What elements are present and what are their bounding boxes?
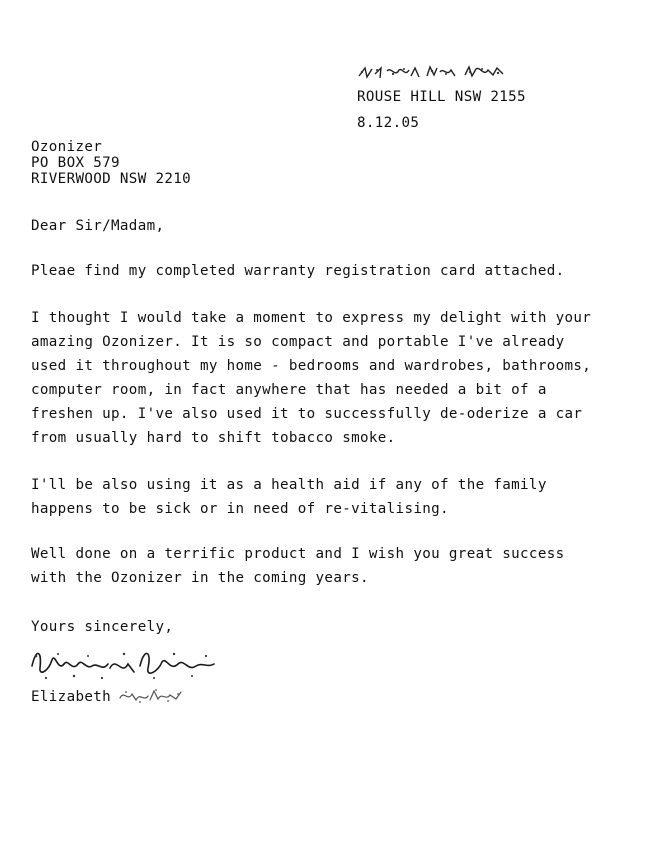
letter-date: 8.12.05	[357, 115, 420, 131]
recipient-suburb: RIVERWOOD NSW 2210	[31, 171, 192, 187]
closing: Yours sincerely,	[31, 619, 174, 635]
paragraph-2-line: I thought I would take a moment to express my delight with your	[31, 310, 592, 326]
sender-suburb: ROUSE HILL NSW 2155	[357, 89, 526, 105]
signer-first-name: Elizabeth	[31, 689, 112, 705]
salutation: Dear Sir/Madam,	[31, 218, 165, 234]
paragraph-3-line: I'll be also using it as a health aid if any of the family	[31, 477, 547, 493]
redacted-address-scribble	[357, 64, 509, 82]
paragraph-4-line: Well done on a terrific product and I wish you great success	[31, 546, 565, 562]
paragraph-2-line: from usually hard to shift tobacco smoke.	[31, 430, 396, 446]
paragraph-2-line: freshen up. I've also used it to successfully de-oderize a car	[31, 406, 583, 422]
paragraph-2-line: amazing Ozonizer. It is so compact and portable I've already	[31, 334, 565, 350]
paragraph-1-line: Pleae find my completed warranty registration card attached.	[31, 263, 565, 279]
recipient-po-box: PO BOX 579	[31, 155, 120, 171]
redacted-surname-scribble	[118, 686, 184, 706]
handwritten-signature	[28, 642, 218, 684]
paragraph-4-line: with the Ozonizer in the coming years.	[31, 570, 369, 586]
recipient-name: Ozonizer	[31, 139, 103, 155]
paragraph-2-line: computer room, in fact anywhere that has needed a bit of a	[31, 382, 547, 398]
paragraph-3-line: happens to be sick or in need of re-vitalising.	[31, 501, 449, 517]
paragraph-2-line: used it throughout my home - bedrooms and wardrobes, bathrooms,	[31, 358, 592, 374]
